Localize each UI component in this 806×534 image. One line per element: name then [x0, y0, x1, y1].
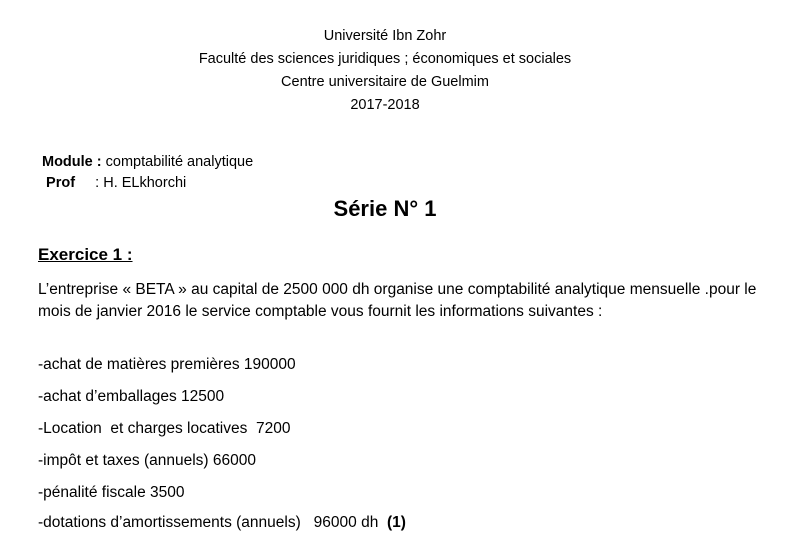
exercise-intro: L’entreprise « BETA » au capital de 2500 000 dh organise une comptabilité analytique mensuelle .pour le mois de janvier 2016 le service comptable vous fournit les informations suivantes :: [38, 281, 757, 320]
faculty-name: Faculté des sciences juridiques ; économiques et sociales: [198, 51, 572, 67]
centre-name: Centre universitaire de Guelmim: [281, 74, 489, 90]
list-item: -pénalité fiscale 3500: [38, 484, 185, 501]
list-item: -Location et charges locatives 7200: [38, 420, 291, 437]
module-label: Module :: [42, 154, 102, 170]
series-title: Série N° 1: [333, 196, 437, 221]
prof-row: [42, 173, 253, 194]
module-row: [42, 152, 253, 173]
prof-label: Prof: [46, 175, 76, 191]
list-item: -impôt et taxes (annuels) 66000: [38, 452, 256, 469]
course-meta: [42, 152, 253, 194]
list-item: -achat d’emballages 12500: [38, 388, 225, 405]
list-item-text: -dotations d’amortissements (annuels) 96000 dh: [38, 514, 387, 531]
prof-value: : H. ELkhorchi: [75, 175, 187, 191]
exercise-title: Exercice 1 :: [38, 245, 133, 264]
academic-year: 2017-2018: [350, 97, 420, 113]
list-item-amortization: [38, 512, 406, 534]
university-name: Université Ibn Zohr: [323, 28, 447, 44]
document-header: [0, 25, 770, 117]
footnote-marker: (1): [386, 514, 406, 531]
list-item: -achat de matières premières 190000: [38, 356, 296, 373]
module-value: comptabilité analytique: [101, 154, 254, 170]
